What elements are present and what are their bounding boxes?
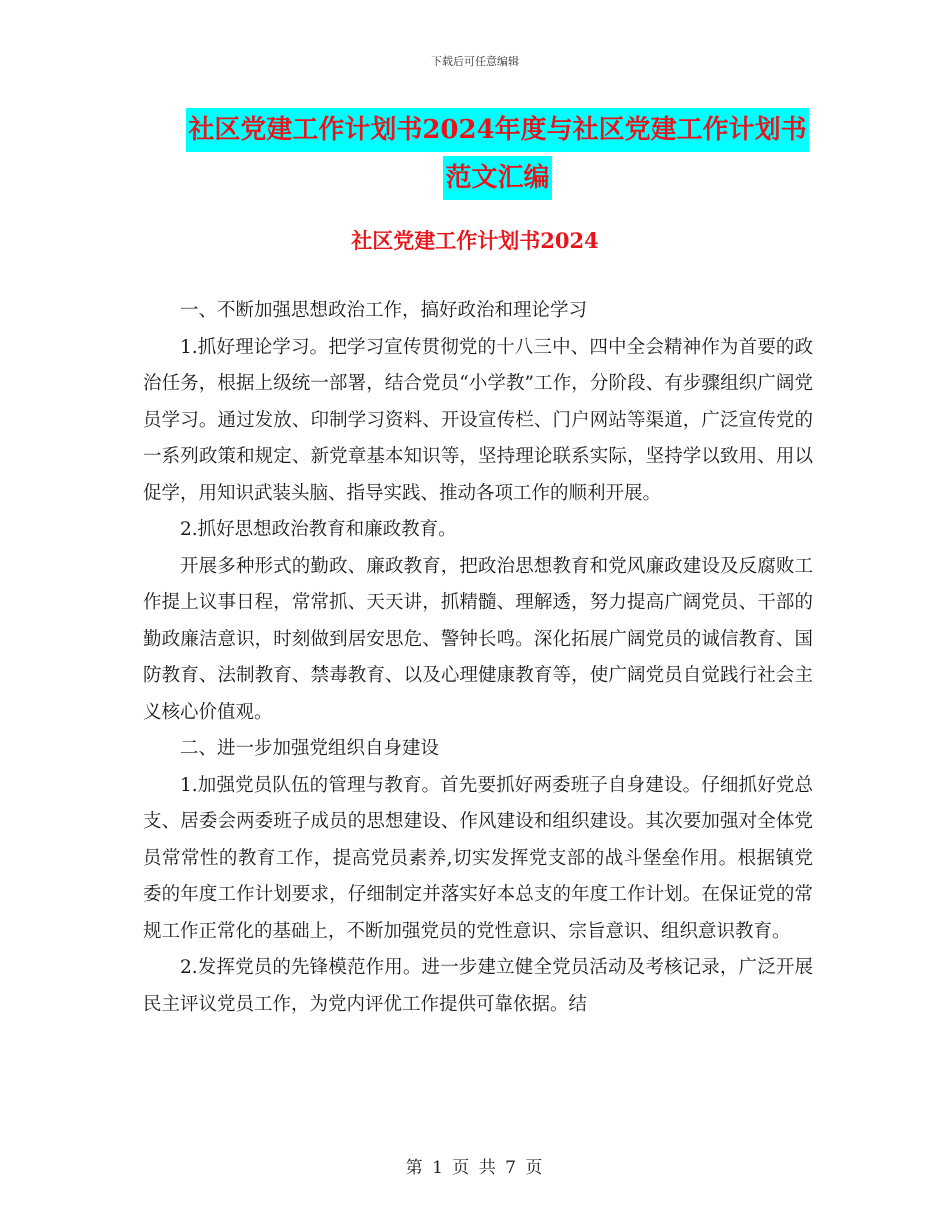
- paragraph: 1.抓好理论学习。把学习宣传贯彻党的十八三中、四中全会精神作为首要的政治任务，根据上级统一部署，结合党员“小学教”工作，分阶段、有步骤组织广阔党员学习。通过发放、印制学习资料、开设宣传栏、门户网站等渠道，广泛宣传党的一系列政策和规定、新党章基本知识等，坚持理论联系实际，坚持学以致用、用以促学，用知识武装头脑、指导实践、推动各项工作的顺利开展。: [143, 336, 813, 504]
- document-title: [185, 108, 810, 200]
- title-line-1: 社区党建工作计划书2024年度与社区党建工作计划书: [186, 108, 808, 152]
- paragraph: 2.抓好思想政治教育和廉政教育。: [180, 519, 457, 540]
- paragraph: 1.加强党员队伍的管理与教育。首先要抓好两委班子自身建设。仔细抓好党总支、居委会两委班子成员的思想建设、作风建设和组织建设。其次要加强对全体党员常常性的教育工作，提高党员素养,切实发挥党支部的战斗堡垒作用。根据镇党委的年度工作计划要求，仔细制定并落实好本总支的年度工作计划。在保证党的常规工作正常化的基础上，不断加强党员的党性意识、宗旨意识、组织意识教育。: [143, 774, 813, 942]
- page-footer: 第 1 页 共 7 页: [405, 1158, 545, 1178]
- paragraph: 2.发挥党员的先锋模范作用。进一步建立健全党员活动及考核记录，广泛开展民主评议党员工作，为党内评优工作提供可靠依据。结: [143, 957, 813, 1015]
- header-note: 下载后可任意编辑: [431, 55, 519, 68]
- heading-2: 二、进一步加强党组织自身建设: [180, 738, 440, 759]
- paragraph: 开展多种形式的勤政、廉政教育，把政治思想教育和党风廉政建设及反腐败工作提上议事日程，常常抓、天天讲，抓精髓、理解透，努力提高广阔党员、干部的勤政廉洁意识，时刻做到居安思危、警钟长鸣。深化拓展广阔党员的诚信教育、国防教育、法制教育、禁毒教育、以及心理健康教育等，使广阔党员自觉践行社会主义核心价值观。: [143, 555, 813, 723]
- section-title: 社区党建工作计划书2024: [351, 228, 599, 253]
- heading-1: 一、不断加强思想政治工作，搞好政治和理论学习: [180, 300, 588, 321]
- title-line-2: 范文汇编: [443, 156, 551, 200]
- document-body: [143, 293, 813, 1023]
